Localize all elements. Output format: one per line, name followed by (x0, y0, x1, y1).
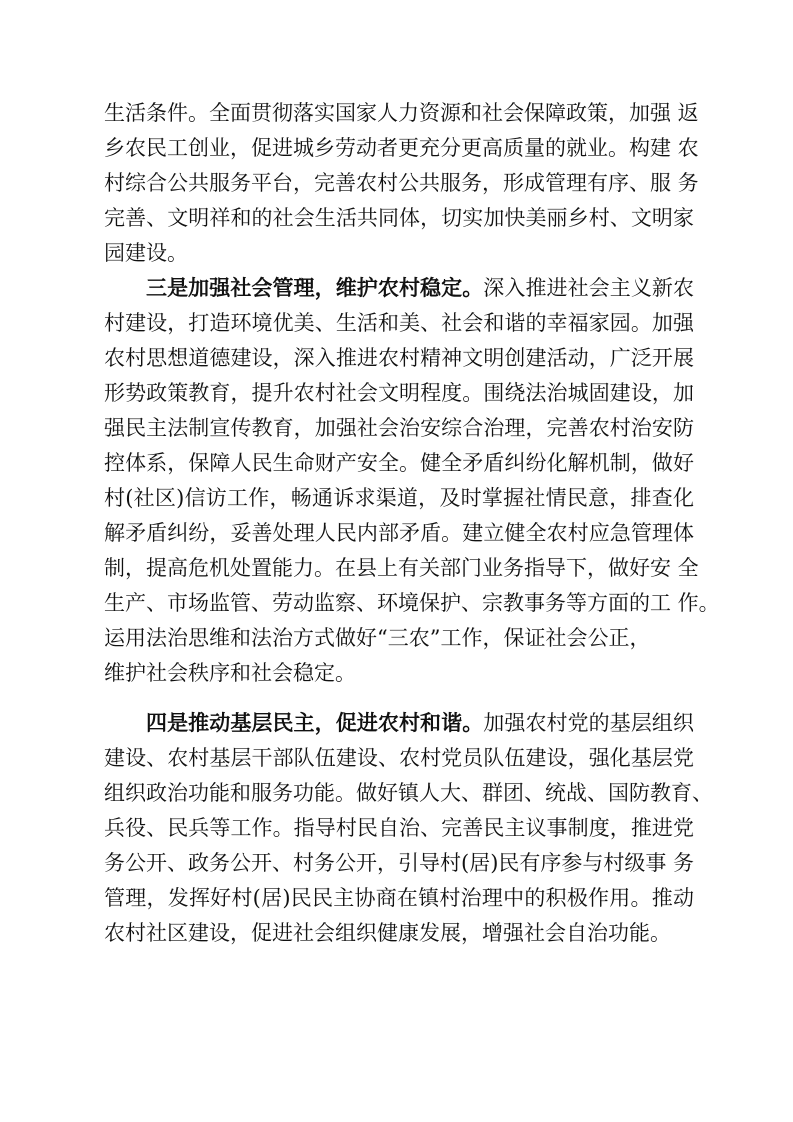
text-line (104, 706, 694, 741)
text-line: 运用法治思维和法治方式做好“三农”工作，保证社会公正， (104, 626, 651, 650)
text-line: 解矛盾纠纷，妥善处理人民内部矛盾。建立健全农村应急管理体 (104, 521, 694, 545)
text-line: 建设、农村基层干部队伍建设、农村党员队伍建设，强化基层党 (104, 746, 694, 770)
text-line: 组织政治功能和服务功能。做好镇人大、群团、统战、国防教育、 (104, 781, 713, 805)
text-run: 加强农村党的基层组织 (483, 711, 695, 735)
text-line: 生活条件。全面贯彻落实国家人力资源和社会保障政策，加强 返 (104, 101, 699, 125)
text-line: 控体系，保障人民生命财产安全。健全矛盾纠纷化解机制，做好 (104, 451, 694, 475)
text-line: 村建设，打造环境优美、生活和美、社会和谐的幸福家园。加强 (104, 311, 694, 335)
paragraph-social-management (104, 271, 720, 691)
text-line: 农村思想道德建设，深入推进农村精神文明创建活动，广泛开展 (104, 346, 694, 370)
text-line: 务公开、政务公开、村务公开，引导村(居)民有序参与村级事 务 (104, 851, 695, 875)
text-line: 管理，发挥好村(居)民民主协商在镇村治理中的积极作用。推动 (104, 886, 694, 910)
text-line: 完善、文明祥和的社会生活共同体，切实加快美丽乡村、文明家 (104, 206, 694, 230)
text-line: 园建设。 (104, 241, 188, 265)
text-line: 农村社区建设，促进社会组织健康发展，增强社会自治功能。 (104, 921, 671, 945)
section-heading: 三是加强社会管理，维护农村稳定。 (146, 276, 484, 300)
text-line: 维护社会秩序和社会稳定。 (104, 661, 356, 685)
text-line (104, 271, 694, 306)
text-line: 制，提高危机处置能力。在县上有关部门业务指导下，做好安 全 (104, 556, 699, 580)
paragraph-grassroots-democracy (104, 706, 713, 951)
text-line: 生产、市场监管、劳动监察、环境保护、宗教事务等方面的工 作。 (104, 591, 720, 615)
text-run: 深入推进社会主义新农 (483, 276, 695, 300)
text-line: 乡农民工创业，促进城乡劳动者更充分更高质量的就业。构建 农 (104, 136, 699, 160)
paragraph-living-conditions (104, 96, 699, 271)
text-line: 强民主法制宣传教育，加强社会治安综合治理，完善农村治安防 (104, 416, 694, 440)
text-line: 兵役、民兵等工作。指导村民自治、完善民主议事制度，推进党 (104, 816, 694, 840)
text-line: 形势政策教育，提升农村社会文明程度。围绕法治城固建设，加 (104, 381, 694, 405)
text-line: 村(社区)信访工作，畅通诉求渠道，及时掌握社情民意，排查化 (104, 486, 694, 510)
text-line: 村综合公共服务平台，完善农村公共服务，形成管理有序、服 务 (104, 171, 699, 195)
section-heading: 四是推动基层民主，促进农村和谐。 (146, 711, 484, 735)
